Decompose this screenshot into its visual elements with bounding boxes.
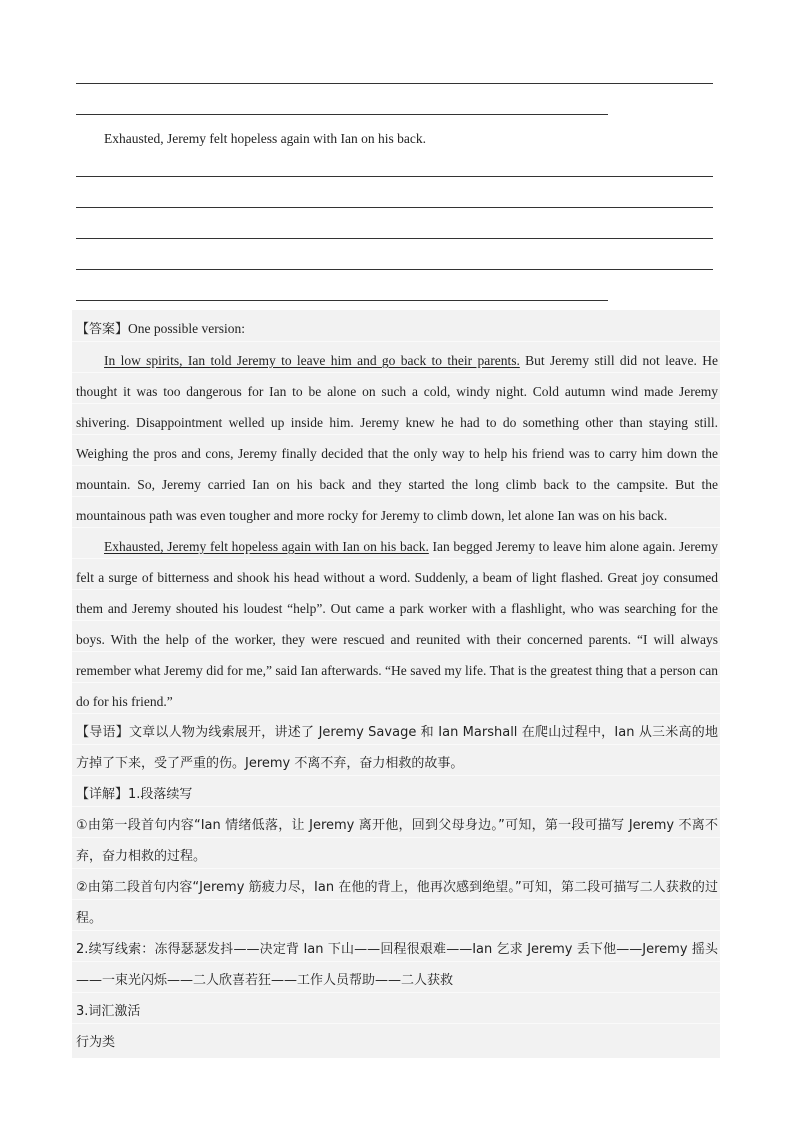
detail-vocab-category: 行为类 — [76, 1035, 116, 1050]
detail-label: 【详解】 — [76, 787, 129, 802]
prompt-sentence: Exhausted, Jeremy felt hopeless again with Ian on his back. — [104, 131, 427, 146]
detail-item-1: ①由第一段首句内容“Ian 情绪低落，让 Jeremy 离开他，回到父母身边。”可知，第一段可描写 Jeremy 不离不弃，奋力相救的过程。 — [76, 818, 718, 864]
answer-intro: One possible version: — [128, 321, 246, 336]
detail-item-2: ②由第二段首句内容“Jeremy 筋疲力尽，Ian 在他的背上，他再次感到绝望。”可知，第二段可描写二人获救的过程。 — [76, 880, 718, 926]
writing-line — [76, 207, 713, 208]
writing-line — [76, 269, 713, 270]
writing-line — [76, 300, 608, 301]
detail-heading-1: 1.段落续写 — [128, 787, 193, 802]
answer-heading — [76, 313, 718, 345]
writing-line — [76, 176, 713, 177]
paragraph-1-opening: In low spirits, Ian told Jeremy to leave him and go back to their parents. — [104, 353, 520, 368]
guide-label: 【导语】 — [76, 725, 129, 740]
guide-paragraph — [76, 717, 718, 779]
writing-line — [76, 238, 713, 239]
paragraph-2-opening: Exhausted, Jeremy felt hopeless again with Ian on his back. — [104, 539, 429, 554]
paragraph-2-body: Ian begged Jeremy to leave him alone again. Jeremy felt a surge of bitterness and shook his head without a word. Suddenly, a beam of light flashed. Great joy consumed them and Jeremy shouted his loudest “help”. Out came a park worker with a flashlight, who was searching for the boys. With the help of the worker, they were rescued and reunited with their concerned parents. “I will always remember what Jeremy did for me,” said Ian afterwards. “He saved my life. That is the greatest thing that a person can do for his friend.” — [76, 539, 718, 709]
detail-clues: 2.续写线索：冻得瑟瑟发抖——决定背 Ian 下山——回程很艰难——Ian 乞求 Jeremy 丢下他——Jeremy 摇头——一束光闪烁——二人欣喜若狂——工作人员帮助——二人获救 — [76, 942, 718, 988]
detail-vocab-heading: 3.词汇激活 — [76, 1004, 141, 1019]
writing-line — [76, 83, 713, 84]
guide-text: 文章以人物为线索展开，讲述了 Jeremy Savage 和 Ian Marshall 在爬山过程中，Ian 从三米高的地方掉了下来，受了严重的伤。Jeremy 不离不弃，奋力相救的故事。 — [76, 725, 718, 771]
writing-line — [76, 114, 608, 115]
answer-content — [76, 313, 718, 1058]
detail-heading — [76, 779, 718, 810]
answer-label: 【答案】 — [76, 322, 129, 337]
answer-paragraph-2 — [76, 531, 718, 717]
answer-paragraph-1 — [76, 345, 718, 531]
paragraph-1-body: But Jeremy still did not leave. He thought it was too dangerous for Ian to be alone on such a cold, windy night. Cold autumn wind made Jeremy shivering. Disappointment welled up inside him. Jeremy knew he had to do something other than staying still. Weighing the pros and cons, Jeremy finally decided that the only way to help his friend was to carry him down the mountain. So, Jeremy carried Ian on his back and they started the long climb back to the campsite. But the mountainous path was even tougher and more rocky for Jeremy to climb down, let alone Ian was on his back. — [76, 353, 719, 523]
